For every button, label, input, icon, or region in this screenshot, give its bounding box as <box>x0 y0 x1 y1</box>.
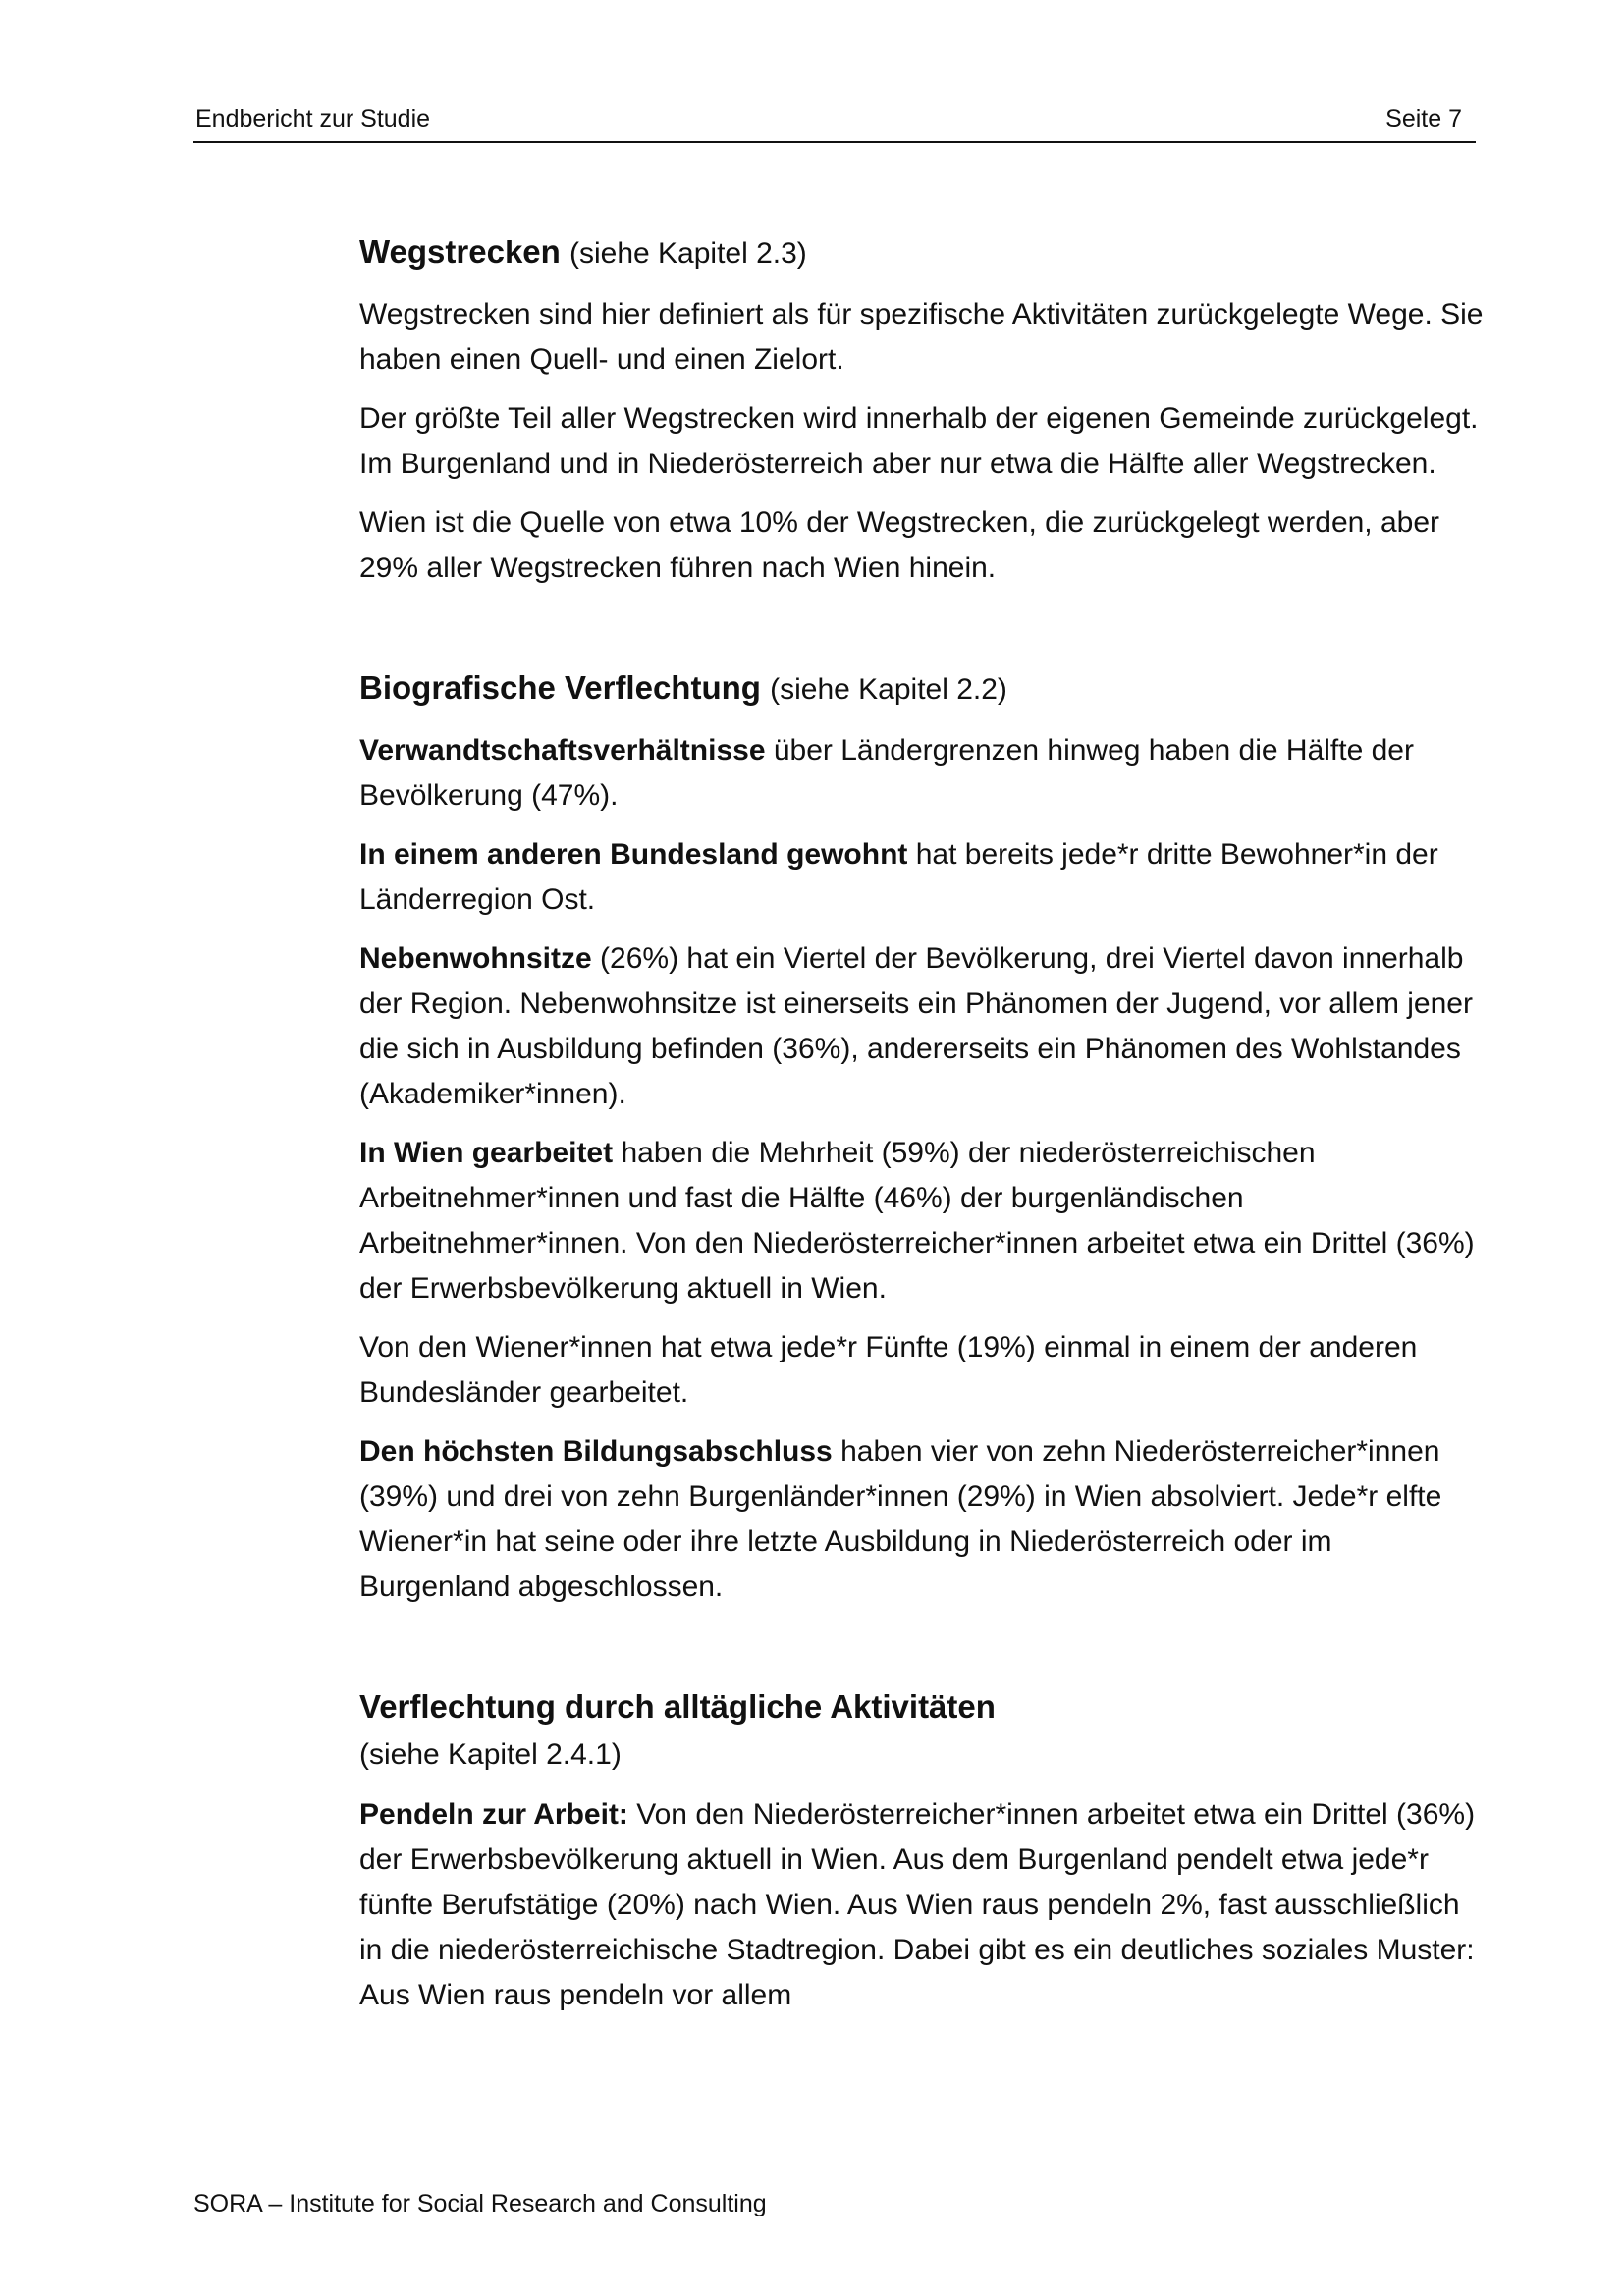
paragraph <box>359 1131 1489 1311</box>
section-heading <box>359 228 1489 279</box>
paragraph-text: haben die Mehrheit (59%) der niederösterreichischen Arbeitnehmer*innen und fast die Hälfte (46%) der burgenländischen Arbeitnehmer*innen. Von den Niederösterreicher*innen arbeitet etwa ein Drittel (36%) der Erwerbsbevölkerung aktuell in Wien. <box>359 1137 1475 1305</box>
paragraph-text: haben vier von zehn Niederösterreicher*innen (39%) und drei von zehn Burgenländer*innen (29%) in Wien absolviert. Jede*r elfte Wiener*in hat seine oder ihre letzte Ausbildung in Niederösterreich oder im Burgenland abgeschlossen. <box>359 1435 1442 1603</box>
section-wegstrecken <box>359 228 1489 591</box>
section-biografische-verflechtung <box>359 664 1489 1610</box>
section-heading <box>359 1682 1489 1779</box>
section-alltaegliche-aktivitaeten <box>359 1682 1489 2018</box>
main-content <box>359 228 1489 2091</box>
paragraph-text: hat bereits jede*r dritte Bewohner*in der Länderregion Ost. <box>359 838 1438 916</box>
paragraph-lead: Pendeln zur Arbeit: <box>359 1798 628 1831</box>
section-title: Verflechtung durch alltägliche Aktivitäten <box>359 1688 996 1725</box>
paragraph: Wegstrecken sind hier definiert als für spezifische Aktivitäten zurückgelegte Wege. Sie haben einen Quell- und einen Zielort. <box>359 298 1484 376</box>
paragraph-lead: In Wien gearbeitet <box>359 1137 614 1169</box>
paragraph <box>359 1792 1489 2018</box>
paragraph-lead: Verwandtschaftsverhältnisse <box>359 734 766 767</box>
paragraph <box>359 728 1489 819</box>
running-header <box>193 102 1476 143</box>
page-number: Seite 7 <box>1385 105 1462 133</box>
paragraph <box>359 1325 1489 1415</box>
paragraph <box>359 936 1489 1117</box>
paragraph-text: (26%) hat ein Viertel der Bevölkerung, drei Viertel davon innerhalb der Region. Nebenwohnsitze ist einerseits ein Phänomen der Jugend, vor allem jener die sich in Ausbildung befinden (36%), andererseits ein Phänomen des Wohlstandes (Akademiker*innen). <box>359 942 1473 1110</box>
paragraph-text: über Ländergrenzen hinweg haben die Hälfte der Bevölkerung (47%). <box>359 734 1414 812</box>
paragraph: Der größte Teil aller Wegstrecken wird innerhalb der eigenen Gemeinde zurückgelegt. Im Burgenland und in Niederösterreich aber nur etwa die Hälfte aller Wegstrecken. <box>359 402 1479 480</box>
chapter-reference: (siehe Kapitel 2.2) <box>770 673 1007 706</box>
header-title: Endbericht zur Studie <box>195 105 431 133</box>
paragraph-lead: In einem anderen Bundesland gewohnt <box>359 838 908 871</box>
paragraph: Wien ist die Quelle von etwa 10% der Wegstrecken, die zurückgelegt werden, aber 29% aller Wegstrecken führen nach Wien hinein. <box>359 507 1440 584</box>
section-title: Wegstrecken <box>359 234 561 270</box>
section-title: Biografische Verflechtung <box>359 669 761 706</box>
paragraph <box>359 1429 1489 1610</box>
paragraph-text: Von den Niederösterreicher*innen arbeitet etwa ein Drittel (36%) der Erwerbsbevölkerung aktuell in Wien. Aus dem Burgenland pendelt etwa jede*r fünfte Berufstätige (20%) nach Wien. Aus Wien raus pendeln 2%, fast ausschließlich in die niederösterreichische Stadtregion. Dabei gibt es ein deutliches soziales Muster: Aus Wien raus pendeln vor allem <box>359 1798 1476 2011</box>
chapter-reference: (siehe Kapitel 2.4.1) <box>359 1738 622 1771</box>
paragraph-text: Von den Wiener*innen hat etwa jede*r Fünfte (19%) einmal in einem der anderen Bundesländer gearbeitet. <box>359 1331 1418 1409</box>
paragraph <box>359 832 1489 923</box>
paragraph-lead: Nebenwohnsitze <box>359 942 592 975</box>
chapter-reference: (siehe Kapitel 2.3) <box>569 238 807 270</box>
running-footer: SORA – Institute for Social Research and Consulting <box>193 2190 767 2217</box>
section-heading <box>359 664 1489 715</box>
paragraph-lead: Den höchsten Bildungsabschluss <box>359 1435 833 1468</box>
